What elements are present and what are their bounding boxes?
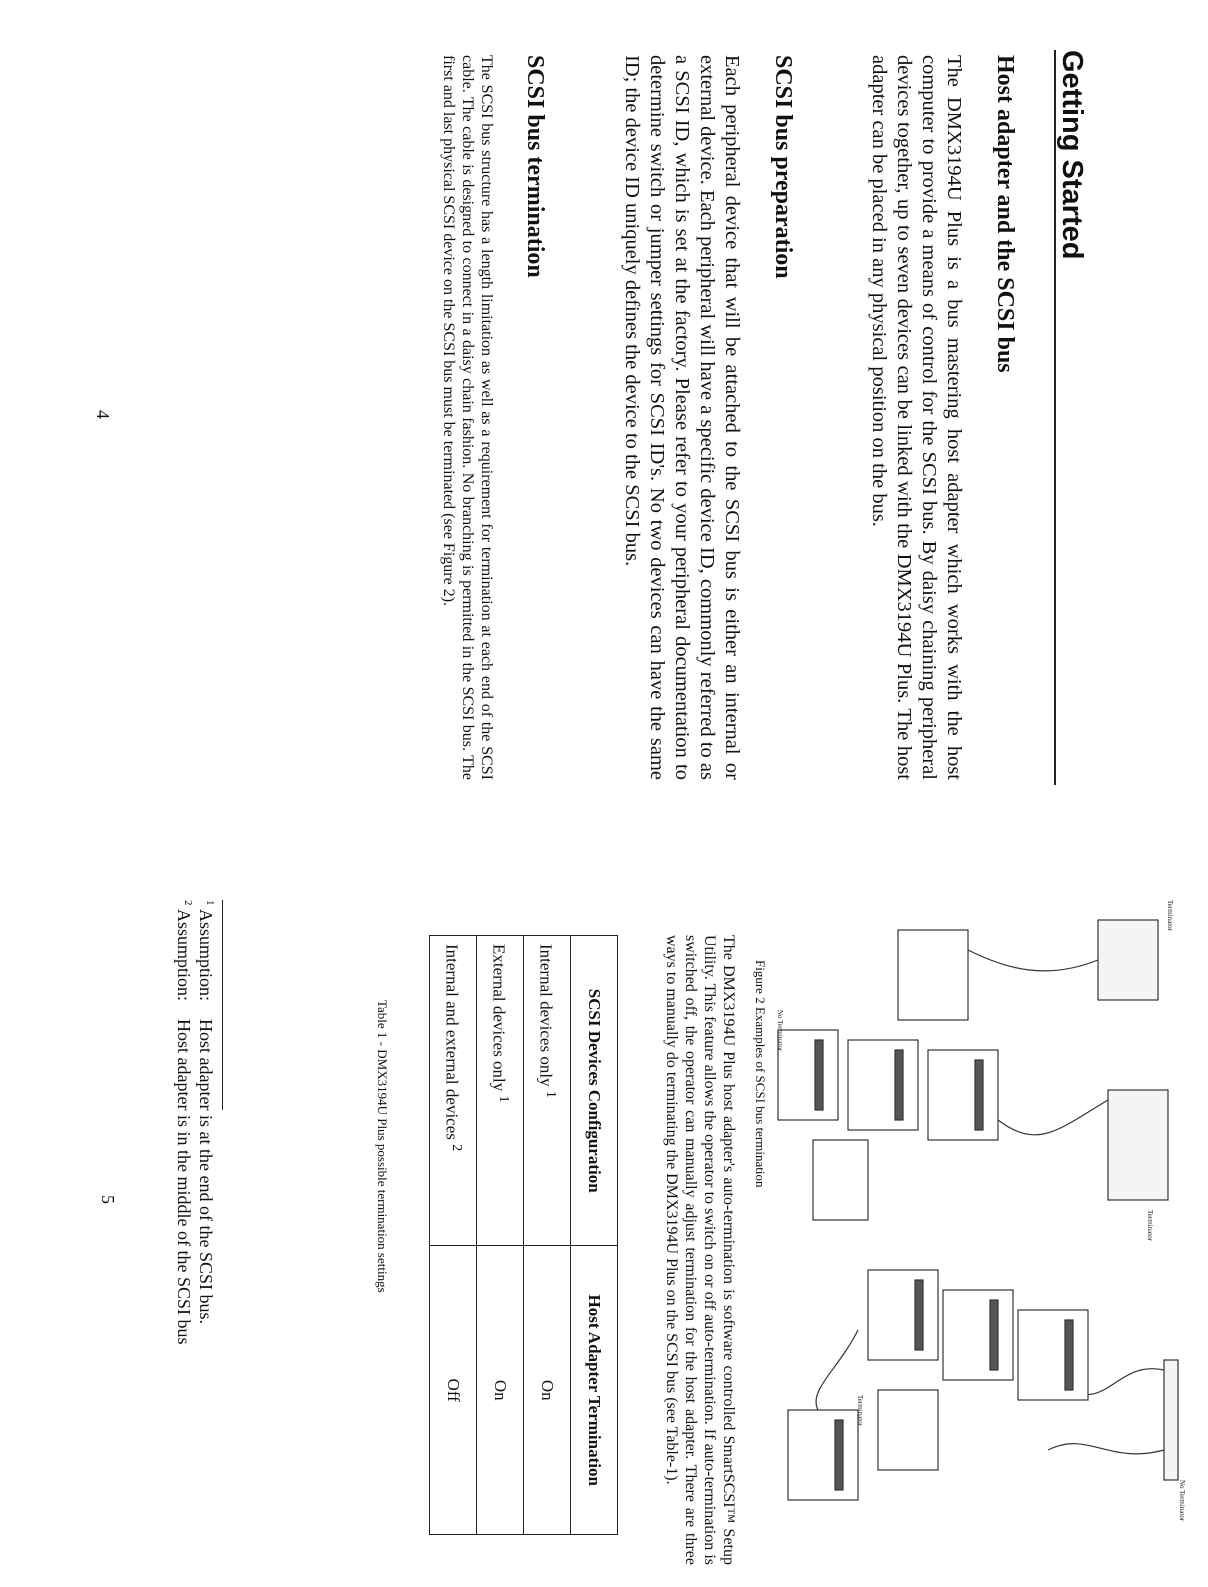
row-termination: Off (430, 1246, 477, 1535)
section-body-host-adapter: The DMX3194U Plus is a bus mastering host adapter which works with the host computer to provide a means of control for the SCSI bus. By daisy chaining peripheral devices together, up to seven devices can be linked with the DMX3194U Plus. The host adapter can be placed in any physical position on the bus. (868, 55, 965, 780)
figure-label-no-terminator-2: No Terminator (776, 1010, 784, 1052)
section-heading-bus-preparation: SCSI bus preparation (770, 55, 796, 279)
header-configuration: SCSI Devices Configuration (571, 936, 618, 1246)
auto-termination-paragraph: The DMX3194U Plus host adapter's auto-termination is software controlled SmartSCSI™ Setup Utility. This feature allows the operator to switch on or off auto-termination. If auto-termination is switched off, the operator can manually adjust termination for the host adapter. There are three ways to manually do terminating the DMX3194U Plus on the SCSI bus (see Table-1). (663, 935, 737, 1565)
section-heading-bus-termination: SCSI bus termination (522, 55, 548, 278)
footnote-1: $^1$ Assumption: Host adapter is at the end of the SCSI bus. (196, 900, 216, 1324)
figure-label-terminator-3: Terminator (1166, 900, 1174, 931)
title-rule (1054, 50, 1056, 785)
section-heading-host-adapter: Host adapter and the SCSI bus (992, 55, 1018, 373)
scsi-termination-figure (768, 890, 1198, 1530)
figure-label-terminator-1: Terminator (856, 1395, 864, 1426)
table-caption: Table 1 - DMX3194U Plus possible termination settings (375, 1000, 390, 1293)
section-body-bus-preparation: Each peripheral device that will be attached to the SCSI bus is either an internal or external device. Each peripheral will have a specific device ID, commonly referred to as a SCSI ID, which is set at the factory. Please refer to your peripheral documentation to determine switch or jumper settings for SCSI ID's. No two devices can have the same ID; the device ID uniquely defines the device to the SCSI bus. (621, 55, 743, 780)
footnote-rule (222, 900, 223, 1110)
page-number-left: 4 (93, 410, 113, 419)
page-number-right: 5 (98, 1195, 118, 1204)
header-termination: Host Adapter Termination (571, 1246, 618, 1535)
row-termination: On (524, 1246, 571, 1535)
footnote-2: $^2$ Assumption: Host adapter is in the middle of the SCSI bus (174, 900, 194, 1345)
section-body-bus-termination: The SCSI bus structure has a length limitation as well as a requirement for termination at each end of the SCSI cable. The cable is designed to connect in a daisy chain fashion. No branching is permitted in the SCSI bus. The first and last physical SCSI device on the SCSI bus must be terminated (see Figure 2). (440, 55, 495, 780)
row-config: Internal devices only $^1$ (524, 936, 571, 1246)
figure-label-terminator-2: Terminator (1146, 1210, 1154, 1241)
page-title: Getting Started (1056, 50, 1088, 260)
table-row (477, 936, 524, 1535)
row-config: Internal and external devices $^2$ (430, 936, 477, 1246)
figure-label-no-terminator-1: No Terminator (1178, 1480, 1186, 1522)
row-termination: On (477, 1246, 524, 1535)
termination-table (429, 935, 618, 1535)
figure-caption: Figure 2 Examples of SCSI bus termination (753, 960, 768, 1188)
row-config: External devices only $^1$ (477, 936, 524, 1246)
table-row (524, 936, 571, 1535)
table-row (430, 936, 477, 1535)
table-header-row (571, 936, 618, 1535)
